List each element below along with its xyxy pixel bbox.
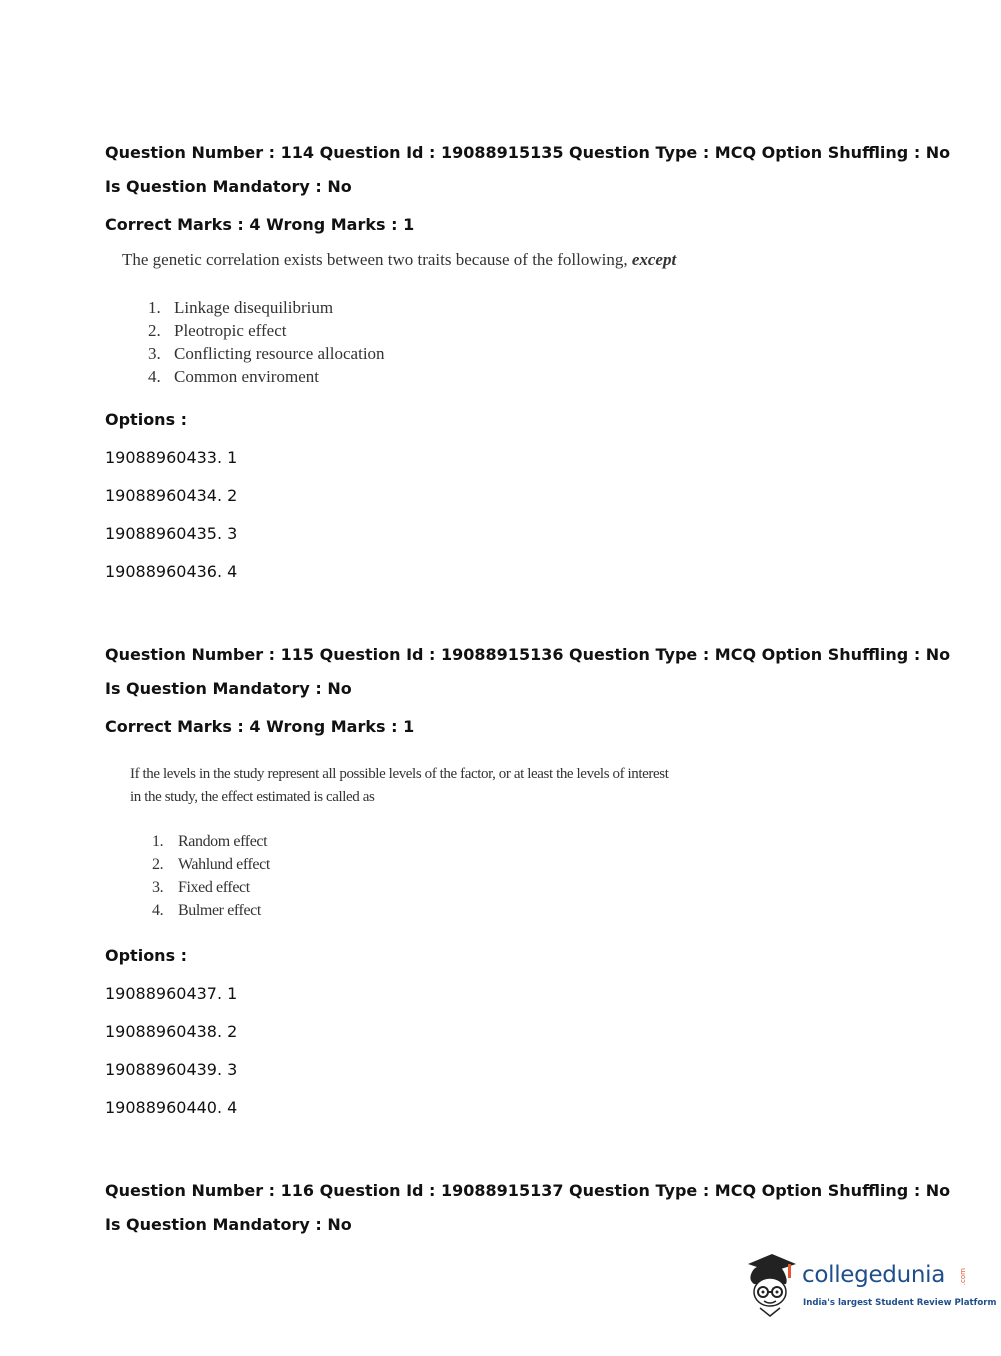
q115-question-line1: If the levels in the study represent all possible levels of the factor, or at least the levels of interest: [130, 766, 669, 782]
logo-tagline: India's largest Student Review Platform: [803, 1298, 997, 1308]
list-item: 2. Wahlund effect: [152, 856, 270, 873]
logo-wordmark: collegedunia: [802, 1262, 946, 1288]
q115-option-id: 19088960438. 2: [105, 1022, 238, 1041]
q115-question-line2: in the study, the effect estimated is called as: [130, 789, 375, 805]
mascot-icon: [742, 1250, 800, 1320]
q115-header: Question Number : 115 Question Id : 19088915136 Question Type : MCQ Option Shuffling : No: [105, 645, 951, 664]
q115-marks: Correct Marks : 4 Wrong Marks : 1: [105, 717, 415, 736]
q115-mandatory: Is Question Mandatory : No: [105, 679, 352, 698]
q114-header: Question Number : 114 Question Id : 19088915135 Question Type : MCQ Option Shuffling : No: [105, 143, 951, 162]
q114-options-label: Options :: [105, 410, 188, 429]
list-item: 4. Common enviroment: [148, 367, 319, 386]
q114-choice-list: [148, 296, 385, 388]
list-item: 2. Pleotropic effect: [148, 321, 287, 340]
q114-question-text: [122, 250, 676, 270]
q114-option-id: 19088960434. 2: [105, 486, 238, 505]
logo-suffix: .com: [959, 1268, 967, 1286]
list-item: 3. Fixed effect: [152, 879, 250, 896]
q116-header: Question Number : 116 Question Id : 19088915137 Question Type : MCQ Option Shuffling : No: [105, 1181, 951, 1200]
q114-question-emphasis: except: [631, 250, 677, 269]
list-item: 1. Linkage disequilibrium: [148, 298, 334, 317]
q115-option-id: 19088960440. 4: [105, 1098, 238, 1117]
list-item: 1. Random effect: [152, 833, 268, 850]
q116-mandatory: Is Question Mandatory : No: [105, 1215, 352, 1234]
q114-option-id: 19088960435. 3: [105, 524, 238, 543]
q115-choice-list: [152, 830, 270, 922]
collegedunia-logo: [742, 1250, 997, 1320]
q114-option-id: 19088960436. 4: [105, 562, 238, 581]
list-item: 3. Conflicting resource allocation: [148, 344, 385, 363]
q115-option-id: 19088960437. 1: [105, 984, 238, 1003]
q114-option-id: 19088960433. 1: [105, 448, 238, 467]
q115-options-label: Options :: [105, 946, 188, 965]
list-item: 4. Bulmer effect: [152, 902, 261, 919]
q114-mandatory: Is Question Mandatory : No: [105, 177, 352, 196]
q114-marks: Correct Marks : 4 Wrong Marks : 1: [105, 215, 415, 234]
q114-question-main: The genetic correlation exists between two traits because of the following,: [122, 250, 632, 269]
q115-option-id: 19088960439. 3: [105, 1060, 238, 1079]
q115-question-text: [130, 763, 668, 809]
